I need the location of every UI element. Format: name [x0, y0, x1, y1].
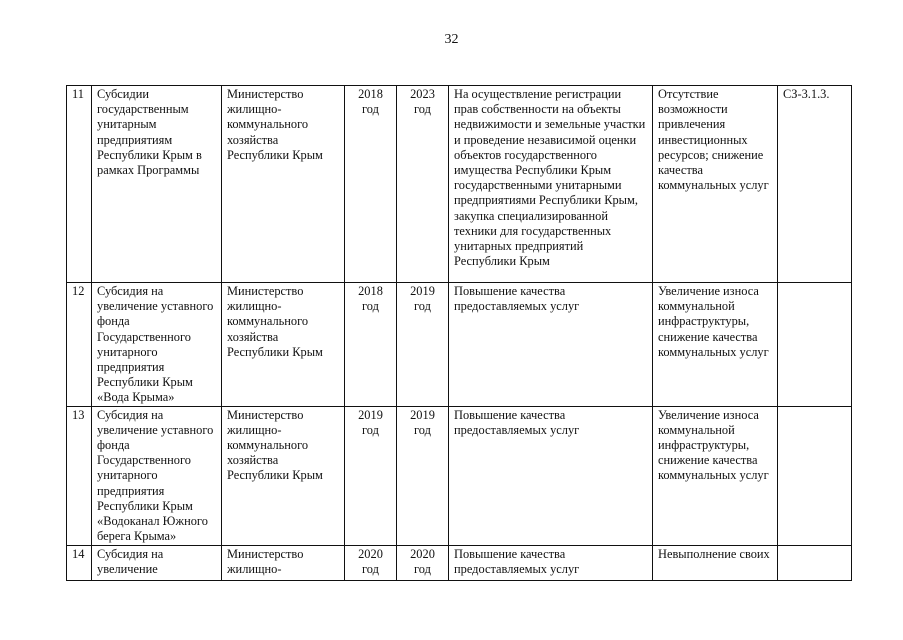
end-year: 2023 год — [397, 86, 449, 283]
non-implementation-consequence: Увеличение износа коммунальной инфраструктуры, снижение качества коммунальных услуг — [653, 283, 778, 407]
measure-name: Субсидия на увеличение — [92, 545, 222, 580]
page-number: 32 — [444, 32, 459, 47]
expected-result: На осуществление регистрации прав собственности на объекты недвижимости и земельные участки и проведение независимой оценки объектов государственного имущества Республики Крым государственными унитарными предприятиями Республики Крым, закупка специализированной техники для государственных унитарных предприятий Республики Крым — [449, 86, 653, 283]
indicator-code — [778, 545, 852, 580]
measure-name: Субсидия на увеличение уставного фонда Государственного унитарного предприятия Республики Крым «Вода Крыма» — [92, 283, 222, 407]
start-year: 2019 год — [345, 406, 397, 545]
responsible-executor: Министерство жилищно-коммунального хозяйства Республики Крым — [222, 406, 345, 545]
end-year: 2019 год — [397, 283, 449, 407]
end-year: 2020 год — [397, 545, 449, 580]
start-year: 2018 год — [345, 283, 397, 407]
measure-name: Субсидии государственным унитарным предприятиям Республики Крым в рамках Программы — [92, 86, 222, 283]
table-row — [67, 545, 852, 580]
responsible-executor: Министерство жилищно- — [222, 545, 345, 580]
expected-result: Повышение качества предоставляемых услуг — [449, 406, 653, 545]
measure-name: Субсидия на увеличение уставного фонда Государственного унитарного предприятия Республики Крым «Водоканал Южного берега Крыма» — [92, 406, 222, 545]
responsible-executor: Министерство жилищно-коммунального хозяйства Республики Крым — [222, 283, 345, 407]
expected-result: Повышение качества предоставляемых услуг — [449, 283, 653, 407]
row-number: 14 — [67, 545, 92, 580]
table-row — [67, 406, 852, 545]
table-row — [67, 283, 852, 407]
non-implementation-consequence: Невыполнение своих — [653, 545, 778, 580]
indicator-code — [778, 283, 852, 407]
responsible-executor: Министерство жилищно-коммунального хозяйства Республики Крым — [222, 86, 345, 283]
non-implementation-consequence: Отсутствие возможности привлечения инвестиционных ресурсов; снижение качества коммунальных услуг — [653, 86, 778, 283]
non-implementation-consequence: Увеличение износа коммунальной инфраструктуры, снижение качества коммунальных услуг — [653, 406, 778, 545]
expected-result: Повышение качества предоставляемых услуг — [449, 545, 653, 580]
program-measures-table — [66, 85, 852, 581]
row-number: 13 — [67, 406, 92, 545]
row-number: 11 — [67, 86, 92, 283]
start-year: 2018 год — [345, 86, 397, 283]
start-year: 2020 год — [345, 545, 397, 580]
table-row — [67, 86, 852, 283]
indicator-code: СЗ-3.1.3. — [778, 86, 852, 283]
end-year: 2019 год — [397, 406, 449, 545]
row-number: 12 — [67, 283, 92, 407]
indicator-code — [778, 406, 852, 545]
